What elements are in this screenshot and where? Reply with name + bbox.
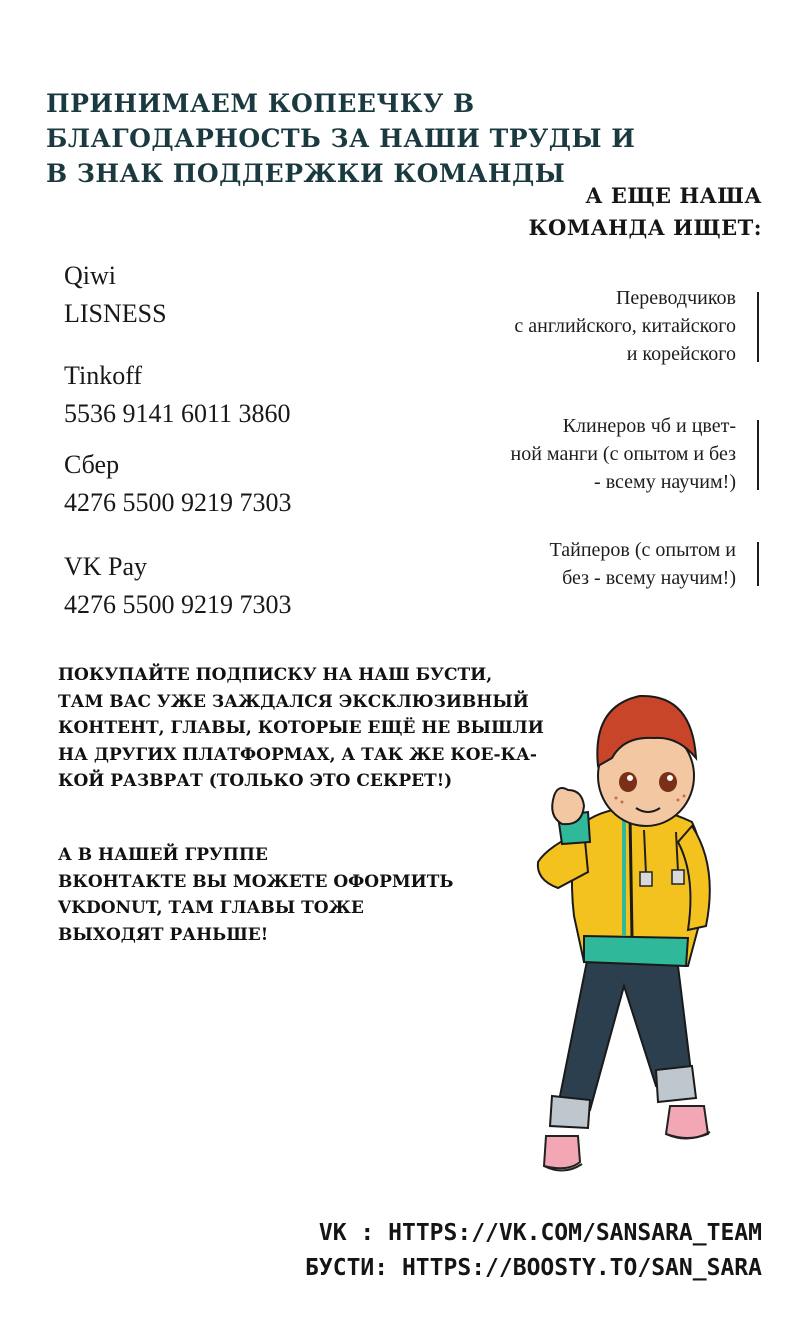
payment-value: LISNESS xyxy=(64,299,167,328)
team-search-title xyxy=(528,180,762,244)
promo-line: ПОКУПАЙТЕ ПОДПИСКУ НА НАШ БУСТИ, xyxy=(58,665,493,685)
vacancy-line: ной манги (с опытом и без xyxy=(510,443,736,465)
payment-name: VK Pay xyxy=(64,552,148,581)
contact-links xyxy=(305,1216,762,1286)
payment-name: Сбер xyxy=(64,450,120,479)
heading-line: В ЗНАК ПОДДЕРЖКИ КОМАНДЫ xyxy=(46,159,566,188)
promo-line: А В НАШЕЙ ГРУППЕ xyxy=(58,845,268,865)
payment-value: 5536 9141 6011 3860 xyxy=(64,399,291,428)
page-heading xyxy=(46,86,636,191)
payment-sber xyxy=(64,446,292,522)
heading-line: ПРИНИМАЕМ КОПЕЕЧКУ В xyxy=(46,89,475,118)
vacancy-line: Тайперов (с опытом и xyxy=(549,539,736,561)
promo-line: КОНТЕНТ, ГЛАВЫ, КОТОРЫЕ ЕЩЁ НЕ ВЫШЛИ xyxy=(58,718,544,738)
vacancy-typers xyxy=(550,536,736,592)
team-search-title-line: А ЕЩЕ НАША xyxy=(585,183,762,208)
promo-line: VKDONUT, ТАМ ГЛАВЫ ТОЖЕ xyxy=(58,898,364,918)
vacancy-line: Клинеров чб и цвет- xyxy=(562,415,736,437)
vk-promo xyxy=(58,842,453,948)
payment-value: 4276 5500 9219 7303 xyxy=(64,488,292,517)
heading-line: БЛАГОДАРНОСТЬ ЗА НАШИ ТРУДЫ И xyxy=(46,124,636,153)
payment-name: Qiwi xyxy=(64,261,116,290)
vacancy-line: с английского, китайского xyxy=(514,315,736,337)
promo-line: КОЙ РАЗВРАТ (ТОЛЬКО ЭТО СЕКРЕТ!) xyxy=(58,771,453,791)
vacancy-divider xyxy=(757,542,759,586)
boosty-promo xyxy=(58,662,544,795)
vacancy-line: - всему научим!) xyxy=(594,471,736,493)
team-search-title-line: КОМАНДА ИЩЕТ: xyxy=(528,215,762,240)
vacancy-divider xyxy=(757,292,759,362)
boosty-link[interactable]: БУСТИ: HTTPS://BOOSTY.TO/SAN_SARA xyxy=(305,1255,762,1281)
vacancy-translators xyxy=(514,284,736,368)
payment-name: Tinkoff xyxy=(64,361,143,390)
head xyxy=(597,696,696,826)
promo-line: ТАМ ВАС УЖЕ ЗАЖДАЛСЯ ЭКСКЛЮЗИВНЫЙ xyxy=(58,691,529,712)
payment-vkpay xyxy=(64,548,292,624)
vacancy-divider xyxy=(757,420,759,490)
fist xyxy=(552,788,584,824)
jeans xyxy=(550,956,696,1128)
vacancy-cleaners xyxy=(511,412,736,496)
promo-line: ВЫХОДЯТ РАНЬШЕ! xyxy=(58,924,269,945)
promo-line: ВКОНТАКТЕ ВЫ МОЖЕТЕ ОФОРМИТЬ xyxy=(58,871,454,892)
hoodie xyxy=(538,808,710,966)
vacancy-line: и корейского xyxy=(626,343,736,365)
payment-value: 4276 5500 9219 7303 xyxy=(64,590,292,619)
payment-tinkoff xyxy=(64,357,291,433)
vacancy-line: без - всему научим!) xyxy=(562,567,736,589)
promo-line: НА ДРУГИХ ПЛАТФОРМАХ, А ТАК ЖЕ КОЕ-КА- xyxy=(58,744,537,765)
boy-illustration xyxy=(528,666,728,1186)
vk-link[interactable]: VK : HTTPS://VK.COM/SANSARA_TEAM xyxy=(318,1220,762,1246)
vacancy-line: Переводчиков xyxy=(615,287,736,309)
payment-qiwi xyxy=(64,257,167,333)
